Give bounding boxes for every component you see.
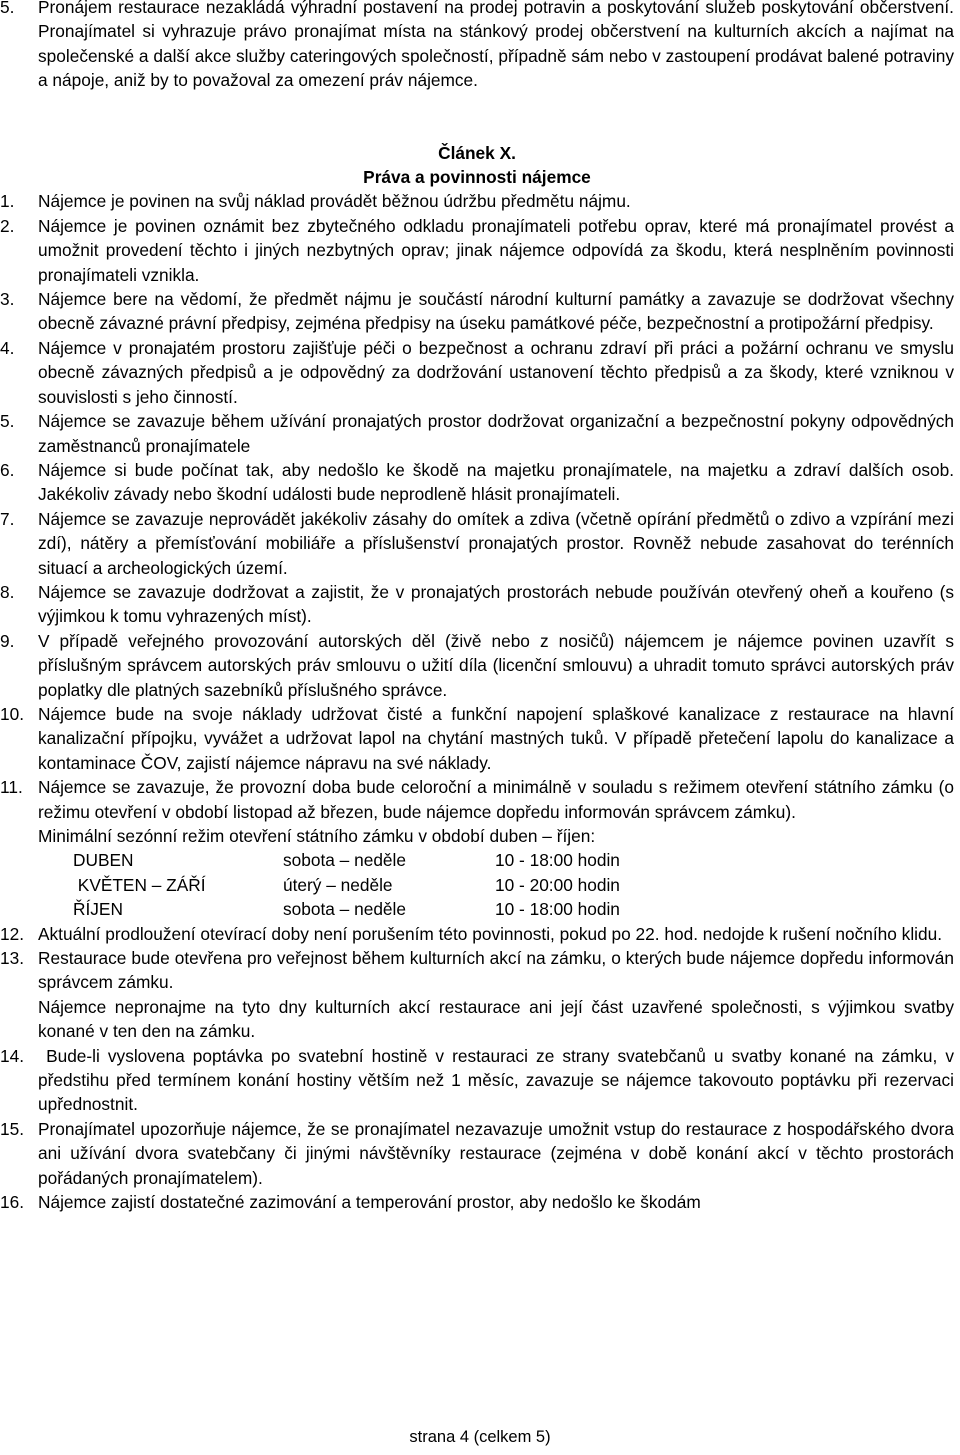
- item-number: 3.: [0, 289, 15, 310]
- item-text: Nájemce se zavazuje neprovádět jakékoliv zásahy do omítek a zdiva (včetně opírání předmětů o zdivo a vzpírání mezi zdí), nátěry a přemísťování mobiliáře a příslušenství pronajatých prostor. Rovněž nebude zasahovat do terénních situací a archeologických území.: [38, 508, 954, 578]
- list-item: [0, 287, 954, 336]
- list-item: [0, 507, 954, 580]
- article-title: Článek X.: [438, 142, 516, 163]
- item-number: 16.: [0, 1192, 25, 1213]
- schedule-hours: 10 - 18:00 hodin: [495, 899, 620, 920]
- item-text: Pronájem restaurace nezakládá výhradní postavení na prodej potravin a poskytování služeb poskytování občerstvení. Pronajímatel si vyhrazuje právo pronajímat místa na stánkový prodej občerstvení na kulturních akcích a najímat na společenské a další akce služby cateringových společností, případně sám nebo v zastoupení prodávat balené potraviny a nápoje, aniž by to považoval za omezení práv nájemce.: [38, 0, 954, 91]
- item-number: 13.: [0, 948, 25, 969]
- item-text: Restaurace bude otevřena pro veřejnost během kulturních akcí na zámku, o kterých bude nájemce dopředu informován správcem zámku.: [38, 948, 954, 993]
- item-text: V případě veřejného provozování autorských děl (živě nebo z nosičů) nájemcem je nájemce povinen uzavřít s příslušným správcem autorských práv smlouvu o užití díla (licenční smlouvu) a uhradit tomuto správci autorských práv poplatky dle platných sazebníků příslušného správce.: [38, 630, 954, 700]
- list-item: [0, 702, 954, 775]
- item-number: 8.: [0, 581, 15, 602]
- item-text: Nájemce se zavazuje dodržovat a zajistit, že v pronajatých prostorách nebude používán otevřený oheň a kouřeno (s výjimkou k tomu vyhrazených míst).: [38, 581, 954, 627]
- schedule-row: [73, 897, 954, 921]
- list-item: [0, 922, 954, 946]
- item-text: Nájemce zajistí dostatečné zazimování a temperování prostor, aby nedošlo ke škodám: [38, 1192, 701, 1213]
- list-item: [0, 946, 954, 995]
- item-text: Nájemce v pronajatém prostoru zajišťuje péči o bezpečnost a ochranu zdraví při práci a požární ochranu ve smyslu obecně závazných předpisů a je odpovědný za dodržování ustanovení těchto předpisů a za škody, které vzniknou v souvislosti s jeho činností.: [38, 337, 954, 407]
- item-number: 1.: [0, 191, 15, 212]
- schedule-row: [73, 848, 954, 872]
- schedule-days: sobota – neděle: [283, 899, 406, 920]
- schedule-hours: 10 - 18:00 hodin: [495, 850, 620, 871]
- item-number: 5.: [0, 411, 15, 432]
- item-number: 2.: [0, 215, 15, 236]
- item-number: 10.: [0, 703, 25, 724]
- item-number: 11.: [0, 777, 23, 798]
- item-number: 14.: [0, 1045, 25, 1066]
- item-text: Nájemce se zavazuje během užívání pronajatých prostor dodržovat organizační a bezpečnostní pokyny odpovědných zaměstnanců pronajímatele: [38, 411, 954, 456]
- list-item: [0, 409, 954, 458]
- schedule-month: ŘÍJEN: [73, 899, 123, 920]
- item-number: 4.: [0, 337, 15, 358]
- item-number: 6.: [0, 459, 15, 480]
- list-item: [0, 1190, 954, 1214]
- schedule-intro: Minimální sezónní režim otevření státního zámku v období duben – říjen:: [38, 826, 596, 846]
- list-item: [0, 214, 954, 287]
- list-item: [0, 458, 954, 507]
- schedule-days: sobota – neděle: [283, 850, 406, 871]
- list-item: [0, 1044, 959, 1117]
- item-text: Nájemce je povinen oznámit bez zbytečného odkladu pronajímateli potřebu oprav, které má pronajímatel provést a umožnit provedení těchto i jiných nezbytných oprav; jinak nájemce odpovídá za škodu, která nesplněním povinnosti pronajímateli vznikla.: [38, 215, 954, 285]
- item-number: 12.: [0, 923, 25, 944]
- item-text: Nájemce si bude počínat tak, aby nedošlo ke škodě na majetku pronajímatele, na majetku a zdraví dalších osob. Jakékoliv závady nebo škodní události bude neprodleně hlásit pronajímateli.: [38, 459, 954, 505]
- item-number: 15.: [0, 1118, 25, 1139]
- item-number: 9.: [0, 630, 15, 651]
- item-text: Nájemce bude na svoje náklady udržovat čisté a funkční napojení splaškové kanalizace z restaurace na hlavní kanalizační přípojku, vyvážet a udržovat lapol na chytání mastných tuků. V případě přetečení lapolu do kanalizace a kontaminace ČOV, zajistí nájemce nápravu na své náklady.: [38, 703, 954, 773]
- list-item: [0, 629, 954, 702]
- item-text: Pronajímatel upozorňuje nájemce, že se pronajímatel nezavazuje umožnit vstup do restaurace z hospodářského dvora ani užívání dvora svatebčany či jinými návštěvníky restaurace (zejména v době konání akcí v těchto prostorách pořádaných pronajímatelem).: [38, 1118, 954, 1188]
- item-number: 7.: [0, 508, 15, 529]
- schedule-days: úterý – neděle: [283, 874, 393, 895]
- item-text: Aktuální prodloužení otevírací doby není porušením této povinnosti, pokud po 22. hod. nedojde k rušení nočního klidu.: [38, 923, 943, 944]
- list-item: [0, 775, 954, 824]
- list-item: [0, 580, 954, 629]
- article-subtitle: Práva a povinnosti nájemce: [363, 167, 591, 188]
- schedule-month: KVĚTEN – ZÁŘÍ: [73, 874, 206, 895]
- item-number: 5.: [0, 0, 15, 17]
- list-item: [0, 189, 954, 213]
- item-text: Nájemce bere na vědomí, že předmět nájmu je součástí národní kulturní památky a zavazuje se dodržovat všechny obecně závazné právní předpisy, zejména předpisy na úseku památkové péče, bezpečnostní a protipožární předpisy.: [38, 289, 954, 334]
- opening-schedule: [0, 848, 954, 921]
- schedule-hours: 10 - 20:00 hodin: [495, 874, 620, 895]
- spacer: [0, 93, 954, 141]
- list-item-5: [0, 0, 954, 93]
- schedule-month: DUBEN: [73, 850, 134, 871]
- list-item: [0, 336, 954, 409]
- item-text: Bude-li vyslovena poptávka po svatební hostině v restauraci ze strany svatebčanů u svatby konané na zámku, v předstihu před termínem konání hostiny větším než 1 měsíc, zavazuje se nájemce takovouto poptávku při rezervaci upřednostnit.: [38, 1045, 959, 1115]
- item-text: Nájemce se zavazuje, že provozní doba bude celoroční a minimálně v souladu s režimem otevření státního zámku (o režimu otevření v období listopad až březen, bude nájemce dopředu informován správcem zámku).: [38, 777, 954, 822]
- schedule-row: [73, 873, 954, 897]
- item-text: Nájemce je povinen na svůj náklad provádět běžnou údržbu předmětu nájmu.: [38, 191, 631, 212]
- list-item: [0, 1117, 954, 1190]
- page-footer: strana 4 (celkem 5): [409, 1428, 551, 1446]
- item-13-continuation: Nájemce nepronajme na tyto dny kulturních akcí restaurace ani její část uzavřené společnosti, s výjimkou svatby konané v ten den na zámku.: [38, 996, 954, 1042]
